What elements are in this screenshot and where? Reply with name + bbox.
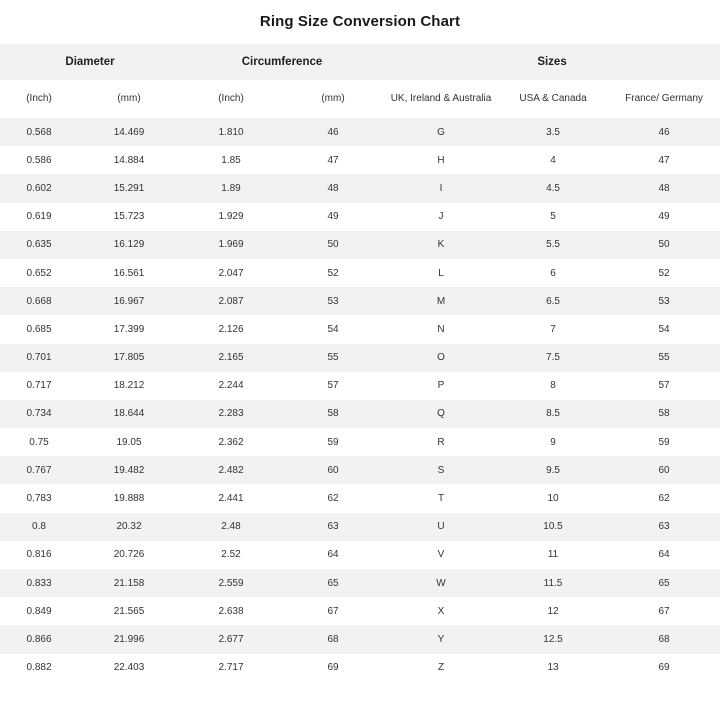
- table-cell: 59: [658, 436, 670, 448]
- table-cell: 13: [547, 662, 559, 674]
- table-cell: 0.849: [26, 605, 52, 617]
- table-cell: 15.291: [113, 182, 145, 194]
- table-cell: 1.969: [218, 239, 244, 251]
- table-group-header-row: [0, 44, 720, 80]
- table-cell: 58: [327, 408, 339, 420]
- table-cell: 0.8: [32, 521, 46, 533]
- page-title: Ring Size Conversion Chart: [259, 13, 461, 30]
- table-cell: 55: [658, 352, 670, 364]
- table-cell: 1.89: [221, 182, 241, 194]
- table-cell: 52: [327, 267, 339, 279]
- table-cell: N: [437, 323, 445, 335]
- table-cell: 55: [327, 352, 339, 364]
- table-cell: 62: [658, 493, 670, 505]
- table-row: [0, 400, 720, 428]
- sub-header-circumference-mm: (mm): [321, 92, 345, 104]
- table-cell: T: [437, 493, 445, 505]
- table-cell: 17.399: [113, 323, 145, 335]
- table-cell: 64: [327, 549, 339, 561]
- table-cell: 2.638: [218, 605, 244, 617]
- table-cell: 60: [658, 464, 670, 476]
- table-cell: 21.158: [113, 577, 145, 589]
- table-cell: 58: [658, 408, 670, 420]
- table-cell: 6: [550, 267, 556, 279]
- table-cell: 48: [327, 182, 339, 194]
- table-cell: 57: [327, 380, 339, 392]
- table-cell: I: [439, 182, 443, 194]
- sub-header-france-germany: France/ Germany: [625, 92, 703, 104]
- table-cell: 1.929: [218, 211, 244, 223]
- table-cell: 18.644: [113, 408, 145, 420]
- table-cell: 0.882: [26, 662, 52, 674]
- table-cell: W: [436, 577, 446, 589]
- table-cell: 67: [658, 605, 670, 617]
- table-cell: 9.5: [546, 464, 560, 476]
- table-cell: 59: [327, 436, 339, 448]
- table-body: [0, 118, 720, 682]
- table-cell: 11.5: [543, 577, 563, 589]
- table-cell: 68: [658, 633, 670, 645]
- table-cell: 52: [658, 267, 670, 279]
- table-cell: V: [437, 549, 445, 561]
- table-cell: L: [438, 267, 444, 279]
- table-cell: 0.717: [26, 380, 52, 392]
- table-cell: 20.32: [116, 521, 142, 533]
- table-row: [0, 541, 720, 569]
- table-cell: 0.734: [26, 408, 52, 420]
- sub-header-circumference-inch: (Inch): [218, 92, 244, 104]
- table-row: [0, 203, 720, 231]
- table-cell: 10.5: [543, 521, 563, 533]
- table-cell: 63: [327, 521, 339, 533]
- table-cell: 69: [658, 662, 670, 674]
- table-cell: 50: [327, 239, 339, 251]
- table-cell: 67: [327, 605, 339, 617]
- table-cell: J: [438, 211, 444, 223]
- table-row: [0, 287, 720, 315]
- group-header-circumference: Circumference: [241, 56, 323, 68]
- table-cell: 21.996: [113, 633, 145, 645]
- table-cell: 54: [327, 323, 339, 335]
- table-cell: 2.52: [221, 549, 241, 561]
- sub-header-usa-canada: USA & Canada: [519, 92, 587, 104]
- table-cell: 2.165: [218, 352, 244, 364]
- table-cell: 46: [327, 126, 339, 138]
- table-row: [0, 231, 720, 259]
- table-cell: 7: [550, 323, 556, 335]
- table-cell: 64: [658, 549, 670, 561]
- table-cell: 65: [327, 577, 339, 589]
- table-cell: 19.482: [113, 464, 145, 476]
- table-cell: R: [437, 436, 445, 448]
- group-header-sizes: Sizes: [537, 56, 567, 68]
- table-cell: 2.441: [218, 493, 244, 505]
- table-cell: 19.05: [116, 436, 142, 448]
- table-cell: 47: [327, 154, 339, 166]
- table-cell: 57: [658, 380, 670, 392]
- sub-header-uk-ireland-australia: UK, Ireland & Australia: [390, 92, 492, 104]
- table-cell: 4: [550, 154, 556, 166]
- table-cell: 46: [658, 126, 670, 138]
- table-row: [0, 456, 720, 484]
- table-cell: 48: [658, 182, 670, 194]
- table-cell: 2.362: [218, 436, 244, 448]
- table-cell: 8.5: [546, 408, 560, 420]
- table-row: [0, 259, 720, 287]
- table-cell: 62: [327, 493, 339, 505]
- table-row: [0, 372, 720, 400]
- table-cell: Y: [437, 633, 445, 645]
- table-cell: 69: [327, 662, 339, 674]
- table-cell: 2.48: [221, 521, 241, 533]
- table-cell: 9: [550, 436, 556, 448]
- table-cell: 49: [658, 211, 670, 223]
- table-cell: 17.805: [113, 352, 145, 364]
- table-row: [0, 625, 720, 653]
- table-row: [0, 597, 720, 625]
- table-cell: 2.677: [218, 633, 244, 645]
- table-cell: 12.5: [543, 633, 563, 645]
- table-cell: 53: [327, 295, 339, 307]
- table-row: [0, 315, 720, 343]
- table-cell: 0.833: [26, 577, 52, 589]
- table-cell: 18.212: [113, 380, 145, 392]
- table-cell: 1.85: [221, 154, 241, 166]
- table-row: [0, 513, 720, 541]
- table-cell: 16.967: [113, 295, 145, 307]
- table-cell: 11: [547, 549, 559, 561]
- table-cell: 22.403: [113, 662, 145, 674]
- table-cell: U: [437, 521, 445, 533]
- table-header: [0, 44, 720, 118]
- table-cell: K: [437, 239, 445, 251]
- table-cell: S: [437, 464, 445, 476]
- table-cell: 2.047: [218, 267, 244, 279]
- table-cell: Q: [437, 408, 445, 420]
- table-cell: 0.816: [26, 549, 52, 561]
- table-cell: 6.5: [546, 295, 560, 307]
- table-cell: 4.5: [546, 182, 560, 194]
- table-cell: 2.482: [218, 464, 244, 476]
- table-cell: 2.087: [218, 295, 244, 307]
- table-cell: 1.810: [218, 126, 244, 138]
- table-cell: 0.866: [26, 633, 52, 645]
- table-row: [0, 344, 720, 372]
- table-cell: 0.75: [29, 436, 49, 448]
- table-cell: 0.619: [26, 211, 52, 223]
- table-cell: 5.5: [546, 239, 560, 251]
- table-cell: 8: [550, 380, 556, 392]
- table-row: [0, 118, 720, 146]
- table-cell: 20.726: [113, 549, 145, 561]
- table-cell: 0.685: [26, 323, 52, 335]
- table-cell: 3.5: [546, 126, 560, 138]
- table-cell: 0.568: [26, 126, 52, 138]
- table-cell: P: [437, 380, 445, 392]
- table-cell: 21.565: [113, 605, 145, 617]
- table-cell: 2.244: [218, 380, 244, 392]
- table-cell: O: [437, 352, 445, 364]
- table-cell: 14.884: [113, 154, 145, 166]
- table-cell: 60: [327, 464, 339, 476]
- table-cell: 0.668: [26, 295, 52, 307]
- table-cell: 10: [547, 493, 559, 505]
- group-header-diameter: Diameter: [65, 56, 115, 68]
- table-cell: Z: [437, 662, 445, 674]
- table-cell: 0.635: [26, 239, 52, 251]
- table-cell: 0.783: [26, 493, 52, 505]
- table-row: [0, 484, 720, 512]
- table-row: [0, 174, 720, 202]
- table-sub-header-row: [0, 80, 720, 118]
- table-cell: 2.559: [218, 577, 244, 589]
- table-cell: H: [437, 154, 445, 166]
- table-cell: 47: [658, 154, 670, 166]
- table-cell: X: [437, 605, 445, 617]
- table-row: [0, 569, 720, 597]
- table-row: [0, 654, 720, 682]
- table-cell: 14.469: [113, 126, 145, 138]
- table-cell: 0.652: [26, 267, 52, 279]
- table-cell: 54: [658, 323, 670, 335]
- table-cell: 68: [327, 633, 339, 645]
- table-row: [0, 146, 720, 174]
- sub-header-diameter-inch: (Inch): [26, 92, 52, 104]
- ring-size-conversion-table: [0, 44, 720, 682]
- table-cell: 65: [658, 577, 670, 589]
- table-cell: 50: [658, 239, 670, 251]
- table-cell: 7.5: [546, 352, 560, 364]
- table-cell: 19.888: [113, 493, 145, 505]
- table-row: [0, 428, 720, 456]
- table-cell: 63: [658, 521, 670, 533]
- table-cell: 2.126: [218, 323, 244, 335]
- sub-header-diameter-mm: (mm): [117, 92, 141, 104]
- table-cell: 0.602: [26, 182, 52, 194]
- table-cell: 5: [550, 211, 556, 223]
- table-cell: G: [437, 126, 445, 138]
- table-cell: 12: [547, 605, 559, 617]
- table-cell: 16.561: [113, 267, 145, 279]
- table-cell: 49: [327, 211, 339, 223]
- table-cell: 2.283: [218, 408, 244, 420]
- table-cell: 2.717: [218, 662, 244, 674]
- table-cell: M: [436, 295, 446, 307]
- table-cell: 0.701: [26, 352, 52, 364]
- table-cell: 0.767: [26, 464, 52, 476]
- table-cell: 15.723: [113, 211, 145, 223]
- table-cell: 0.586: [26, 154, 52, 166]
- table-cell: 53: [658, 295, 670, 307]
- table-cell: 16.129: [113, 239, 145, 251]
